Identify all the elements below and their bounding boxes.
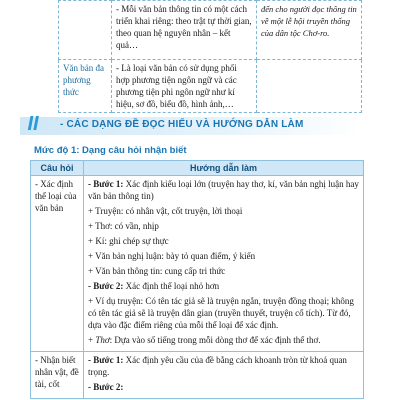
feature-cell (112, 1, 257, 60)
step-text: Xác định thể loại nhỏ hơn (123, 281, 220, 291)
list-item: + Văn bản thông tin: cung cấp tri thức (88, 266, 226, 276)
list-item: + Thơ: có vần, nhịp (88, 221, 159, 231)
list-item: + Truyện: có nhân vật, cốt truyện, lời thoại (88, 206, 243, 216)
step-label: - Bước 1: (88, 179, 124, 189)
question-cell: - Xác định thể loại của văn bản (31, 176, 84, 352)
list-item: + Kí: ghi chép sự thực (88, 236, 169, 246)
step-label: - Bước 2: (88, 382, 124, 392)
step-text: Xác định kiểu loại lớn (truyện hay thơ, kí, văn bản nghị luận hay văn bản thông tin) (88, 179, 359, 201)
step-text: Xác định yêu cầu của đề bằng cách khoanh tròn từ khoá quan trọng. (88, 355, 347, 377)
example-cell: đến cho người đọc thông tin về một lễ hội truyền thống của dân tộc Chơ-ro. (257, 1, 362, 60)
question-cell: - Nhận biết nhân vật, đề tài, cốt (31, 352, 84, 399)
list-item: + Văn bản nghị luận: bày tỏ quan điểm, ý kiến (88, 251, 256, 261)
section-number: II (27, 113, 39, 135)
guide-table (30, 160, 364, 399)
table-row (31, 352, 364, 399)
bullet: + (88, 335, 96, 345)
step-1 (88, 178, 359, 202)
example-cell (257, 60, 362, 113)
guide-cell (84, 176, 364, 352)
step-label: - Bước 2: (88, 281, 124, 291)
step-2 (88, 381, 359, 393)
text-types-table (58, 0, 362, 113)
feature-cell: - Là loại văn bản có sử dụng phối hợp phương tiện ngôn ngữ và các phương tiện phi ngôn ngữ như kí hiệu, sơ đồ, biểu đồ, hình ảnh,… (112, 60, 257, 113)
column-header-guide: Hướng dẫn làm (84, 161, 364, 176)
section-title: - CÁC DẠNG ĐỀ ĐỌC HIỂU VÀ HƯỚNG DẪN LÀM (60, 119, 304, 130)
type-cell-multimodal: Văn bản đa phương thức (59, 60, 112, 113)
table-row (31, 176, 364, 352)
level-heading: Mức độ 1: Dạng câu hỏi nhận biết (34, 145, 187, 156)
step-label: - Bước 1: (88, 355, 124, 365)
table-row (59, 1, 362, 60)
column-header-question: Câu hỏi (31, 161, 84, 176)
step-1 (88, 354, 359, 378)
step-2 (88, 280, 359, 292)
guide-cell (84, 352, 364, 399)
example-story: + Ví dụ truyện: Có tên tác giả sẽ là truyện ngắn, truyện đồng thoại; không có tên tác giả sẽ là truyện dân gian (truyền thuyết, truyện cổ tích). Từ đó, dựa vào đặc điểm riêng của mỗi thể loại để xác định. (88, 296, 354, 330)
feature-text: - Mỗi văn bản thông tin có một cách triển khai riêng: theo trật tự thời gian, theo quan hệ nguyên nhân – kết quả… (116, 4, 252, 50)
table-row (59, 60, 362, 113)
type-cell (59, 1, 112, 60)
poem-text: : Dựa vào số tiếng trong mỗi dòng thơ để xác định thể thơ. (109, 335, 321, 345)
poem-label: Thơ (95, 335, 110, 345)
example-poem (88, 334, 359, 346)
table-header-row (31, 161, 364, 176)
